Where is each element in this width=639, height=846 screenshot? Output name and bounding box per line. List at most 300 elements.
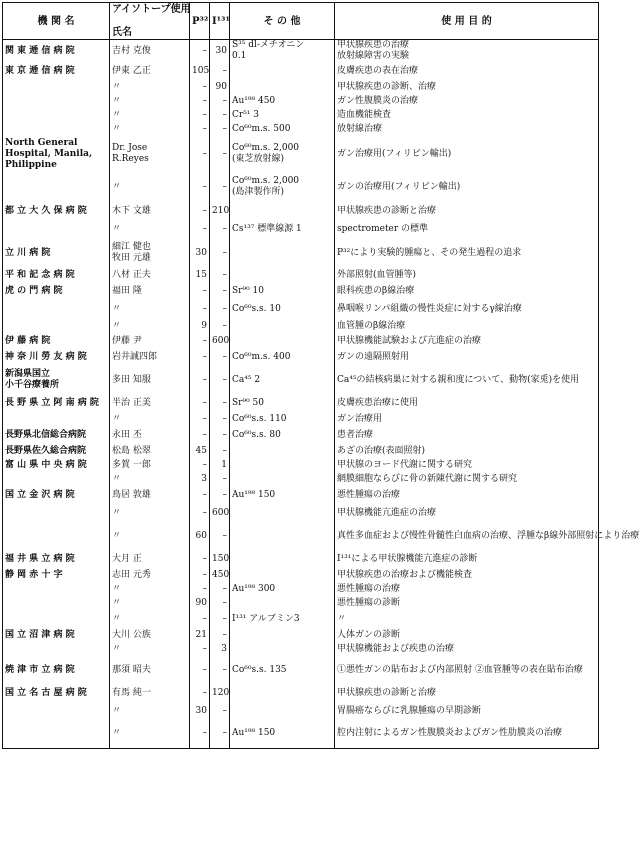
table-row <box>3 596 599 610</box>
i131-amount-cell: – <box>210 348 230 366</box>
table-row <box>3 656 599 684</box>
p32-amount-cell: – <box>190 136 210 172</box>
i131-amount-cell: – <box>210 628 230 642</box>
institution-cell <box>3 300 110 318</box>
other-isotope-cell <box>230 486 335 504</box>
user-name-cell: 多田 知服 <box>110 366 190 394</box>
purpose-cell-line: 甲状腺機能および疾患の治療 <box>337 643 455 654</box>
table-row <box>3 80 599 94</box>
purpose-cell-line: 腔内注射によるガン性腹膜炎およびガン性肋膜炎の治療 <box>337 728 563 739</box>
user-name-cell: 〃 <box>110 596 190 610</box>
purpose-cell <box>335 684 599 702</box>
institution-cell <box>3 94 110 108</box>
purpose-cell-line: ガン治療用(フィリピン輸出) <box>337 148 452 159</box>
purpose-cell-line: 〃 <box>337 613 347 624</box>
purpose-cell-line: 鼻咽喉リンパ組織の慢性炎症に対するγ線治療 <box>337 303 522 314</box>
user-name-cell-line: 細江 健也 <box>112 242 151 252</box>
institution-cell: 長野県佐久総合病院 <box>3 444 110 458</box>
other-isotope-cell-line: Sr⁹⁰ 50 <box>232 397 264 408</box>
purpose-cell <box>335 596 599 610</box>
purpose-cell-line: I¹³¹による甲状腺機能亢進症の診断 <box>337 553 478 564</box>
purpose-cell <box>335 268 599 282</box>
purpose-cell-line: 人体ガンの診断 <box>337 629 401 640</box>
purpose-cell <box>335 628 599 642</box>
institution-cell: 関 東 逓 信 病 院 <box>3 40 110 63</box>
table-row <box>3 628 599 642</box>
p32-amount-cell: – <box>190 684 210 702</box>
institution-cell: 富 山 県 中 央 病 院 <box>3 458 110 472</box>
other-isotope-cell <box>230 40 335 63</box>
purpose-cell-line: ガンの遠隔照射用 <box>337 351 410 362</box>
purpose-cell <box>335 348 599 366</box>
i131-amount-cell: – <box>210 172 230 202</box>
i131-amount-cell: – <box>210 596 230 610</box>
other-isotope-cell <box>230 394 335 412</box>
purpose-cell-line: 皮膚疾患の表在治療 <box>337 65 419 76</box>
other-isotope-cell <box>230 426 335 444</box>
table-row <box>3 334 599 348</box>
other-isotope-cell <box>230 62 335 80</box>
purpose-cell-line: 甲状腺のヨード代謝に関する研究 <box>337 459 473 470</box>
institution-cell: 国 立 名 古 屋 病 院 <box>3 684 110 702</box>
purpose-cell-line: 患者治療 <box>337 429 374 440</box>
other-isotope-cell-line: Au¹⁹⁸ 300 <box>232 583 276 594</box>
i131-amount-cell: – <box>210 486 230 504</box>
other-isotope-cell <box>230 412 335 426</box>
other-isotope-cell <box>230 366 335 394</box>
other-isotope-cell <box>230 108 335 122</box>
table-row <box>3 122 599 136</box>
user-name-cell: 志田 元秀 <box>110 568 190 582</box>
other-isotope-cell-line: Au¹⁹⁸ 150 <box>232 489 276 500</box>
user-name-cell: 那須 昭夫 <box>110 656 190 684</box>
other-isotope-cell <box>230 702 335 720</box>
table-row <box>3 282 599 300</box>
user-name-cell: 〃 <box>110 472 190 486</box>
other-isotope-cell <box>230 318 335 334</box>
purpose-cell-line: 真性多血症および慢性骨髄性白血病の治療、浮腫なβ線外部照射により治療 <box>337 530 639 541</box>
institution-cell <box>3 504 110 522</box>
table-row <box>3 504 599 522</box>
purpose-cell-line: ①悪性ガンの貼布および内部照射 ②血管腫等の表在貼布治療 <box>337 664 583 675</box>
purpose-cell <box>335 656 599 684</box>
header-name-bottom: 氏名 <box>112 27 132 38</box>
purpose-cell-line: spectrometer の標準 <box>337 223 429 234</box>
user-name-cell-line: R.Reyes <box>112 154 149 164</box>
p32-amount-cell: – <box>190 412 210 426</box>
institution-cell: 国 立 沼 津 病 院 <box>3 628 110 642</box>
institution-cell: 虎 の 門 病 院 <box>3 282 110 300</box>
institution-cell: 都 立 大 久 保 病 院 <box>3 202 110 220</box>
p32-amount-cell: – <box>190 458 210 472</box>
user-name-cell-line: Dr. Jose <box>112 143 148 153</box>
table-row <box>3 472 599 486</box>
institution-cell: 伊 藤 病 院 <box>3 334 110 348</box>
purpose-cell-line: 眼科疾患のβ線治療 <box>337 285 415 296</box>
user-name-cell: 〃 <box>110 318 190 334</box>
purpose-cell-line: 胃腸癌ならびに乳腺腫瘍の早期診断 <box>337 705 482 716</box>
other-isotope-cell <box>230 444 335 458</box>
other-isotope-cell-line: Cr⁵¹ 3 <box>232 109 259 120</box>
purpose-cell <box>335 122 599 136</box>
i131-amount-cell: – <box>210 610 230 628</box>
table-row <box>3 318 599 334</box>
p32-amount-cell: – <box>190 394 210 412</box>
user-name-cell: 〃 <box>110 582 190 596</box>
user-name-cell <box>110 136 190 172</box>
table-row <box>3 458 599 472</box>
user-name-cell: 〃 <box>110 720 190 748</box>
user-name-cell: 八材 正夫 <box>110 268 190 282</box>
i131-amount-cell: – <box>210 220 230 238</box>
other-isotope-cell-line: Co⁶⁰s.s. 10 <box>232 303 281 314</box>
institution-cell <box>3 596 110 610</box>
user-name-cell: 〃 <box>110 522 190 550</box>
purpose-cell-line: 悪性腫瘍の治療 <box>337 489 401 500</box>
user-name-cell: 有馬 純一 <box>110 684 190 702</box>
p32-amount-cell: – <box>190 172 210 202</box>
i131-amount-cell: 600 <box>210 504 230 522</box>
purpose-cell <box>335 458 599 472</box>
table-row <box>3 720 599 748</box>
other-isotope-cell-line: 0.1 <box>232 51 247 61</box>
other-isotope-cell-line: Au¹⁹⁸ 150 <box>232 728 276 739</box>
i131-amount-cell: – <box>210 366 230 394</box>
p32-amount-cell: 3 <box>190 472 210 486</box>
table-row <box>3 238 599 268</box>
p32-amount-cell: – <box>190 334 210 348</box>
p32-amount-cell: – <box>190 504 210 522</box>
i131-amount-cell: – <box>210 94 230 108</box>
user-name-cell: 〃 <box>110 94 190 108</box>
user-name-cell: 木下 文雄 <box>110 202 190 220</box>
purpose-cell-line: 甲状腺疾患の治療 <box>337 40 410 50</box>
purpose-cell <box>335 702 599 720</box>
purpose-cell <box>335 522 639 550</box>
header-purpose: 使 用 目 的 <box>335 3 599 40</box>
purpose-cell-line: 網膜細胞ならびに骨の新陳代謝に関する研究 <box>337 473 518 484</box>
p32-amount-cell: – <box>190 550 210 568</box>
user-name-cell: 多賀 一郎 <box>110 458 190 472</box>
institution-cell: 静 岡 赤 十 字 <box>3 568 110 582</box>
purpose-cell <box>335 202 599 220</box>
purpose-cell <box>335 334 599 348</box>
purpose-cell <box>335 642 599 656</box>
other-isotope-cell-line: I¹³¹ アルブミン3 <box>232 613 300 624</box>
user-name-cell: 〃 <box>110 300 190 318</box>
user-name-cell: 大月 正 <box>110 550 190 568</box>
other-isotope-cell-line: Co⁶⁰s.s. 110 <box>232 413 287 424</box>
other-isotope-cell <box>230 238 335 268</box>
other-isotope-cell <box>230 122 335 136</box>
other-isotope-cell <box>230 172 335 202</box>
institution-cell <box>3 220 110 238</box>
p32-amount-cell: – <box>190 94 210 108</box>
i131-amount-cell: – <box>210 426 230 444</box>
purpose-cell <box>335 504 599 522</box>
institution-cell <box>3 702 110 720</box>
other-isotope-cell <box>230 610 335 628</box>
table-row <box>3 412 599 426</box>
other-isotope-cell <box>230 522 335 550</box>
user-name-cell: 鳥居 敦雄 <box>110 486 190 504</box>
purpose-cell-line: 甲状腺機能亢進症の治療 <box>337 507 437 518</box>
other-isotope-cell <box>230 628 335 642</box>
purpose-cell <box>335 40 599 63</box>
user-name-cell: 〃 <box>110 412 190 426</box>
p32-amount-cell: 105 <box>190 62 210 80</box>
table-row <box>3 642 599 656</box>
purpose-cell <box>335 62 599 80</box>
purpose-cell <box>335 136 599 172</box>
i131-amount-cell: 1 <box>210 458 230 472</box>
other-isotope-cell <box>230 720 335 748</box>
other-isotope-cell-line: Co⁶⁰m.s. 2,000 <box>232 176 300 186</box>
purpose-cell-line: 悪性腫瘍の診断 <box>337 597 401 608</box>
institution-cell: 福 井 県 立 病 院 <box>3 550 110 568</box>
p32-amount-cell: – <box>190 300 210 318</box>
purpose-cell <box>335 610 599 628</box>
purpose-cell <box>335 80 599 94</box>
purpose-cell <box>335 444 599 458</box>
i131-amount-cell: 150 <box>210 550 230 568</box>
p32-amount-cell: 90 <box>190 596 210 610</box>
other-isotope-cell <box>230 642 335 656</box>
purpose-cell-line: ガン治療用 <box>337 413 383 424</box>
institution-cell <box>3 472 110 486</box>
i131-amount-cell: – <box>210 122 230 136</box>
other-isotope-cell-line: Co⁶⁰m.s. 400 <box>232 351 291 362</box>
header-i131: I¹³¹ <box>210 3 230 40</box>
p32-amount-cell: 21 <box>190 628 210 642</box>
purpose-cell-line: 造血機能検査 <box>337 109 392 120</box>
institution-cell: 神 奈 川 勞 友 病 院 <box>3 348 110 366</box>
table-row <box>3 702 599 720</box>
other-isotope-cell <box>230 268 335 282</box>
other-isotope-cell <box>230 596 335 610</box>
other-isotope-cell-line: Co⁶⁰m.s. 500 <box>232 123 291 134</box>
table-row <box>3 40 599 63</box>
purpose-cell-line: 皮膚疾患治療に使用 <box>337 397 419 408</box>
i131-amount-cell: – <box>210 318 230 334</box>
i131-amount-cell: – <box>210 300 230 318</box>
i131-amount-cell: – <box>210 720 230 748</box>
other-isotope-cell <box>230 472 335 486</box>
other-isotope-cell <box>230 334 335 348</box>
user-name-cell: 〃 <box>110 122 190 136</box>
i131-amount-cell: – <box>210 412 230 426</box>
i131-amount-cell: – <box>210 522 230 550</box>
table-row <box>3 202 599 220</box>
institution-cell <box>3 136 110 172</box>
purpose-cell <box>335 300 599 318</box>
isotope-usage-table <box>2 2 639 749</box>
p32-amount-cell: – <box>190 426 210 444</box>
purpose-cell-line: 外部照射(血管腫等) <box>337 269 417 280</box>
other-isotope-cell-line: S³⁵ dl-メチオニン <box>232 40 305 50</box>
p32-amount-cell: – <box>190 720 210 748</box>
other-isotope-cell <box>230 582 335 596</box>
header-user-name <box>110 3 190 40</box>
other-isotope-cell <box>230 568 335 582</box>
p32-amount-cell: 15 <box>190 268 210 282</box>
table-row <box>3 220 599 238</box>
table-body <box>3 40 639 749</box>
purpose-cell <box>335 720 599 748</box>
user-name-cell: 半治 正美 <box>110 394 190 412</box>
table-row <box>3 108 599 122</box>
institution-cell <box>3 610 110 628</box>
table-row <box>3 300 599 318</box>
institution-cell: 立 川 病 院 <box>3 238 110 268</box>
purpose-cell-line: 悪性腫瘍の治療 <box>337 583 401 594</box>
p32-amount-cell: – <box>190 40 210 63</box>
purpose-cell-line: ガン性腹膜炎の治療 <box>337 95 419 106</box>
other-isotope-cell <box>230 80 335 94</box>
table-row <box>3 610 599 628</box>
user-name-cell: 〃 <box>110 172 190 202</box>
i131-amount-cell: 600 <box>210 334 230 348</box>
p32-amount-cell: – <box>190 282 210 300</box>
purpose-cell <box>335 282 599 300</box>
i131-amount-cell: 90 <box>210 80 230 94</box>
purpose-cell <box>335 238 599 268</box>
institution-cell <box>3 366 110 394</box>
institution-cell-line: North General <box>5 137 78 148</box>
i131-amount-cell: – <box>210 136 230 172</box>
p32-amount-cell: 30 <box>190 702 210 720</box>
institution-cell: 東 京 逓 信 病 院 <box>3 62 110 80</box>
other-isotope-cell <box>230 348 335 366</box>
other-isotope-cell <box>230 136 335 172</box>
i131-amount-cell: – <box>210 394 230 412</box>
i131-amount-cell: – <box>210 268 230 282</box>
purpose-cell-line: 放射線障害の実験 <box>337 51 410 61</box>
purpose-cell-line: 甲状腺疾患の診断と治療 <box>337 205 437 216</box>
i131-amount-cell: 30 <box>210 40 230 63</box>
p32-amount-cell: 45 <box>190 444 210 458</box>
p32-amount-cell: – <box>190 582 210 596</box>
purpose-cell <box>335 412 599 426</box>
purpose-cell <box>335 366 599 394</box>
user-name-cell: 松島 松翠 <box>110 444 190 458</box>
other-isotope-cell <box>230 94 335 108</box>
purpose-cell-line: 血管腫のβ線治療 <box>337 320 406 331</box>
p32-amount-cell: – <box>190 202 210 220</box>
header-institution: 機 関 名 <box>3 3 110 40</box>
other-isotope-cell <box>230 300 335 318</box>
other-isotope-cell <box>230 656 335 684</box>
i131-amount-cell: – <box>210 472 230 486</box>
i131-amount-cell: – <box>210 238 230 268</box>
institution-cell <box>3 522 110 550</box>
table-row <box>3 394 599 412</box>
user-name-cell <box>110 238 190 268</box>
purpose-cell-line: 放射線治療 <box>337 123 383 134</box>
purpose-cell <box>335 172 599 202</box>
other-isotope-cell-line: (東芝放射線) <box>232 154 285 164</box>
user-name-cell: 〃 <box>110 642 190 656</box>
p32-amount-cell: – <box>190 642 210 656</box>
user-name-cell: 伊東 乙正 <box>110 62 190 80</box>
p32-amount-cell: – <box>190 80 210 94</box>
other-isotope-cell-line: (島津製作所) <box>232 187 285 197</box>
other-isotope-cell <box>230 684 335 702</box>
i131-amount-cell: 120 <box>210 684 230 702</box>
user-name-cell: 〃 <box>110 504 190 522</box>
table-row <box>3 348 599 366</box>
institution-cell: 国 立 金 沢 病 院 <box>3 486 110 504</box>
table-row <box>3 522 599 550</box>
institution-cell <box>3 108 110 122</box>
other-isotope-cell-line: Sr⁹⁰ 10 <box>232 285 264 296</box>
table-row <box>3 366 599 394</box>
i131-amount-cell: – <box>210 702 230 720</box>
purpose-cell <box>335 550 599 568</box>
institution-cell-line: Philippine <box>5 159 57 170</box>
other-isotope-cell-line: Co⁶⁰s.s. 80 <box>232 429 281 440</box>
institution-cell <box>3 412 110 426</box>
purpose-cell <box>335 394 599 412</box>
table-row <box>3 136 599 172</box>
institution-cell: 長 野 県 立 阿 南 病 院 <box>3 394 110 412</box>
purpose-cell-line: ガンの治療用(フィリピン輸出) <box>337 181 461 192</box>
other-isotope-cell <box>230 282 335 300</box>
other-isotope-cell <box>230 202 335 220</box>
p32-amount-cell: – <box>190 486 210 504</box>
i131-amount-cell: 450 <box>210 568 230 582</box>
i131-amount-cell: 210 <box>210 202 230 220</box>
p32-amount-cell: – <box>190 108 210 122</box>
i131-amount-cell: – <box>210 656 230 684</box>
p32-amount-cell: – <box>190 122 210 136</box>
user-name-cell: 永田 丕 <box>110 426 190 444</box>
other-isotope-cell <box>230 550 335 568</box>
institution-cell <box>3 582 110 596</box>
other-isotope-cell <box>230 220 335 238</box>
user-name-cell: 福田 隆 <box>110 282 190 300</box>
user-name-cell: 〃 <box>110 80 190 94</box>
purpose-cell <box>335 472 599 486</box>
purpose-cell <box>335 568 599 582</box>
purpose-cell <box>335 220 599 238</box>
institution-cell <box>3 720 110 748</box>
user-name-cell: 岩井誠四郎 <box>110 348 190 366</box>
purpose-cell <box>335 318 599 334</box>
i131-amount-cell: – <box>210 108 230 122</box>
institution-cell <box>3 80 110 94</box>
p32-amount-cell: – <box>190 656 210 684</box>
p32-amount-cell: 9 <box>190 318 210 334</box>
p32-amount-cell: – <box>190 568 210 582</box>
table-row <box>3 568 599 582</box>
p32-amount-cell: – <box>190 220 210 238</box>
institution-cell <box>3 122 110 136</box>
i131-amount-cell: – <box>210 582 230 596</box>
other-isotope-cell-line: Au¹⁹⁸ 450 <box>232 95 276 106</box>
purpose-cell-line: 甲状腺疾患の治療および機能検査 <box>337 569 473 580</box>
user-name-cell-line: 牧田 元雄 <box>112 253 151 263</box>
other-isotope-cell-line: Co⁶⁰s.s. 135 <box>232 664 287 675</box>
other-isotope-cell-line: Ca⁴⁵ 2 <box>232 374 261 385</box>
institution-cell: 平 和 記 念 病 院 <box>3 268 110 282</box>
institution-cell <box>3 172 110 202</box>
other-isotope-cell-line: Co⁶⁰m.s. 2,000 <box>232 143 300 153</box>
table-row <box>3 550 599 568</box>
table-row <box>3 684 599 702</box>
purpose-cell <box>335 108 599 122</box>
other-isotope-cell <box>230 504 335 522</box>
